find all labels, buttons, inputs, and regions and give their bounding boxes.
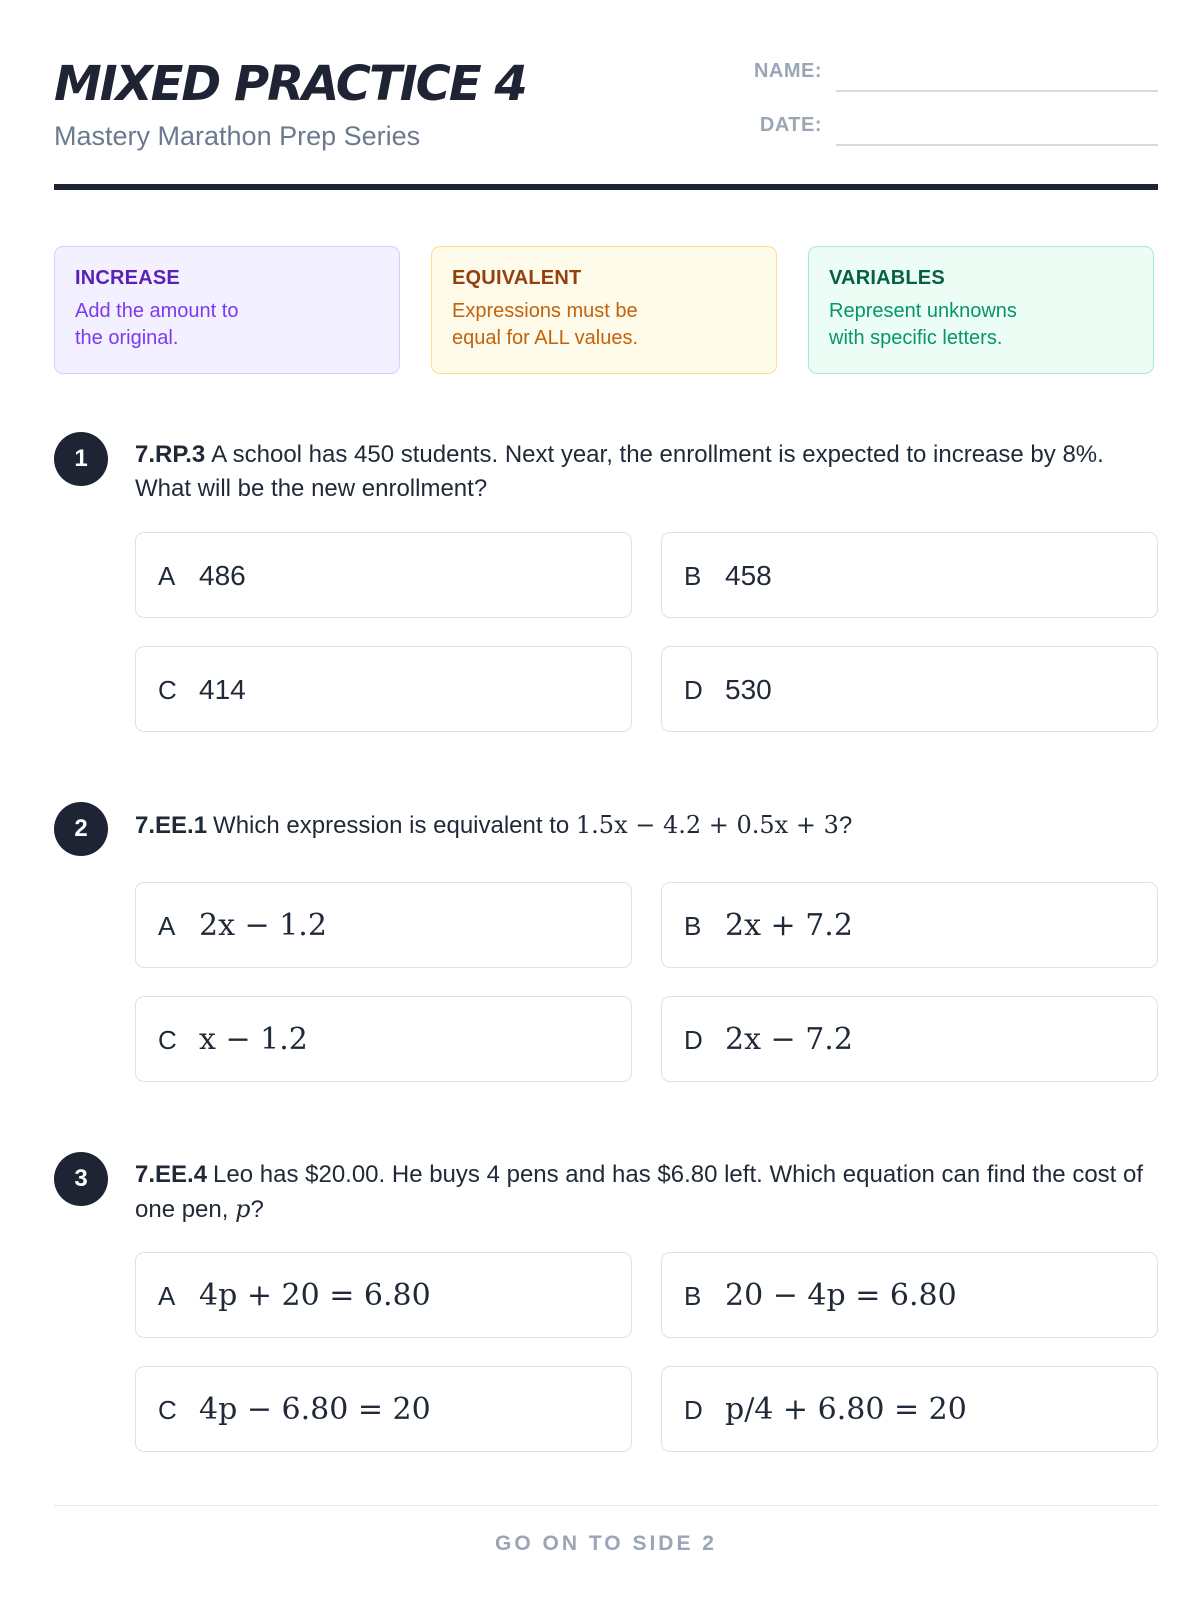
choice-a[interactable] <box>135 1252 632 1338</box>
choice-value: x − 1.2 <box>199 1022 308 1057</box>
choice-d[interactable] <box>661 996 1158 1082</box>
date-line[interactable] <box>836 144 1158 146</box>
question-text: Leo has $20.00. He buys 4 pens and has $6.80 left. Which equation can find the cost of one pen, <box>135 1161 1144 1223</box>
footer-divider <box>54 1505 1158 1506</box>
choice-value: 414 <box>199 674 246 705</box>
question-text: Which expression is equivalent to <box>213 812 570 839</box>
question-variable: p <box>235 1195 251 1223</box>
choice-value: 486 <box>199 560 246 591</box>
choice-c[interactable] <box>135 1366 632 1452</box>
choice-letter: D <box>684 1025 703 1055</box>
question-text-end: ? <box>838 812 853 839</box>
choice-value: 20 − 4p = 6.80 <box>725 1278 957 1313</box>
choice-d[interactable] <box>661 646 1158 732</box>
question-number: 2 <box>54 802 108 856</box>
choice-a[interactable] <box>135 532 632 618</box>
tip-card-variables <box>808 246 1154 374</box>
choice-c[interactable] <box>135 646 632 732</box>
choice-value: 2x − 1.2 <box>199 908 327 943</box>
name-label: NAME: <box>753 60 822 82</box>
choice-letter: C <box>158 1395 177 1425</box>
question-standard: 7.RP.3 <box>135 441 206 468</box>
question-standard: 7.EE.4 <box>135 1161 208 1188</box>
question-prompt <box>135 438 1145 506</box>
choice-b[interactable] <box>661 882 1158 968</box>
choice-b[interactable] <box>661 532 1158 618</box>
question-number: 1 <box>54 432 108 486</box>
tip-title: EQUIVALENT <box>452 267 582 289</box>
choice-letter: C <box>158 675 177 705</box>
date-label: DATE: <box>759 114 822 136</box>
question-expression: 1.5x − 4.2 + 0.5x + 3 <box>575 811 839 839</box>
worksheet-page <box>54 0 1158 1600</box>
choice-letter: D <box>684 675 703 705</box>
tip-text: Expressions must be equal for ALL values. <box>452 300 639 349</box>
choice-value: 4p + 20 = 6.80 <box>199 1278 431 1313</box>
page-subtitle: Mastery Marathon Prep Series <box>54 121 421 151</box>
tip-title: INCREASE <box>75 267 180 289</box>
choice-d[interactable] <box>661 1366 1158 1452</box>
question-text: A school has 450 students. Next year, the enrollment is expected to increase by 8%. What will be the new enrollment? <box>135 441 1104 502</box>
choice-value: 2x − 7.2 <box>725 1022 853 1057</box>
choice-value: 4p − 6.80 = 20 <box>199 1392 431 1427</box>
tip-title: VARIABLES <box>829 267 945 289</box>
name-line[interactable] <box>836 90 1158 92</box>
question-text-end: ? <box>250 1196 264 1223</box>
choice-letter: A <box>158 911 176 941</box>
page-title: MIXED PRACTICE 4 <box>54 56 526 112</box>
choice-letter: C <box>158 1025 177 1055</box>
choice-value: p/4 + 6.80 = 20 <box>725 1392 967 1427</box>
choice-value: 458 <box>725 560 772 591</box>
tip-text: Represent unknowns with specific letters. <box>829 300 1017 349</box>
choice-letter: A <box>158 561 176 591</box>
tip-card-increase <box>54 246 400 374</box>
date-field[interactable] <box>748 104 1158 144</box>
footer-instruction: GO ON TO SIDE 2 <box>495 1532 717 1555</box>
name-field[interactable] <box>748 50 1158 90</box>
question-standard: 7.EE.1 <box>135 812 208 839</box>
question-number: 3 <box>54 1152 108 1206</box>
choice-letter: D <box>684 1395 703 1425</box>
choice-a[interactable] <box>135 882 632 968</box>
choice-b[interactable] <box>661 1252 1158 1338</box>
choice-letter: B <box>684 561 702 591</box>
question-prompt <box>135 808 1145 843</box>
choice-value: 2x + 7.2 <box>725 908 853 943</box>
header-divider <box>54 184 1158 190</box>
choice-letter: A <box>158 1281 176 1311</box>
tip-text: Add the amount to the original. <box>75 300 239 349</box>
choice-c[interactable] <box>135 996 632 1082</box>
choice-value: 530 <box>725 674 772 705</box>
tip-card-equivalent <box>431 246 777 374</box>
choice-letter: B <box>684 1281 702 1311</box>
choice-letter: B <box>684 911 702 941</box>
question-prompt <box>135 1158 1145 1227</box>
